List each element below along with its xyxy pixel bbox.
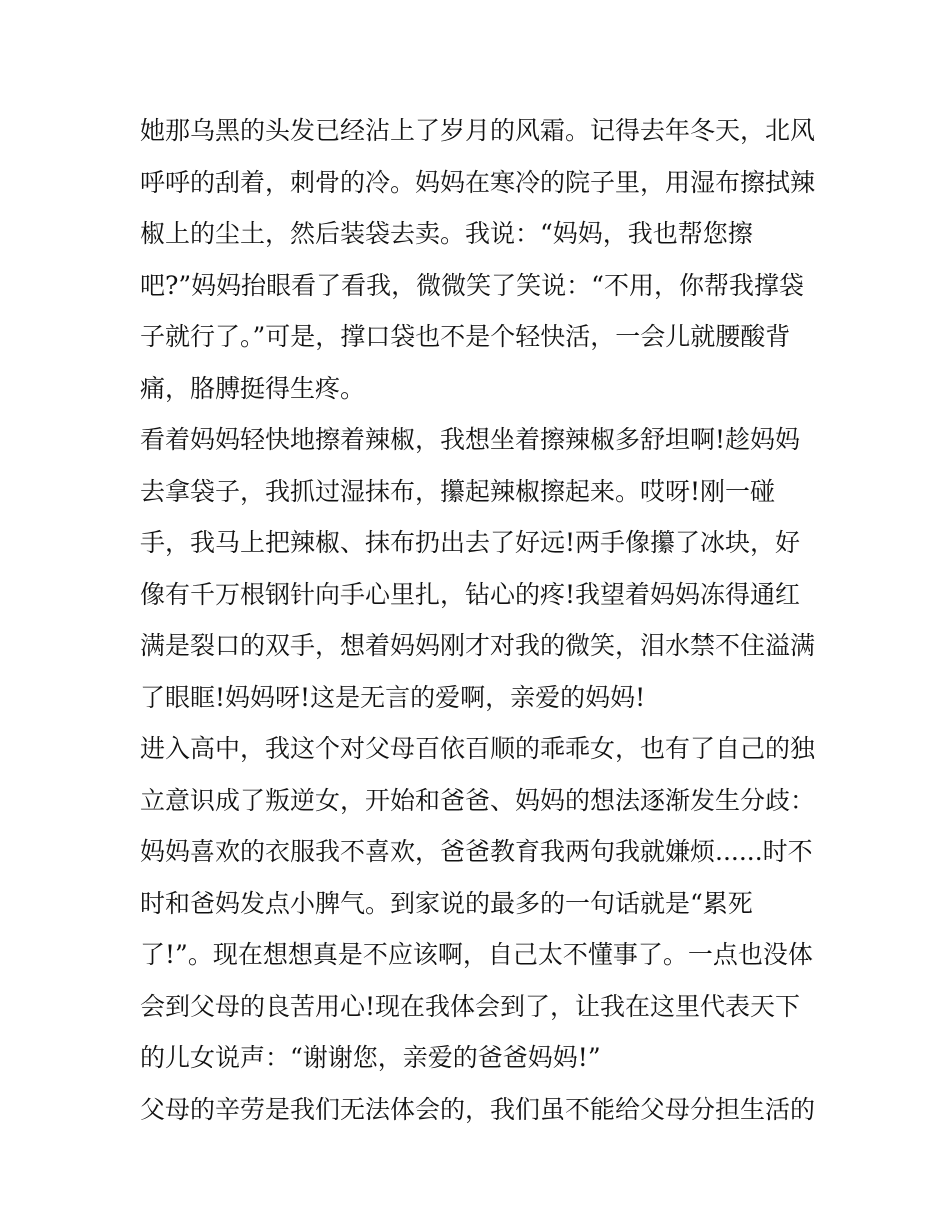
text-line: 了!”。现在想想真是不应该啊，自己太不懂事了。一点也没体: [140, 940, 813, 969]
text-line: 妈妈喜欢的衣服我不喜欢，爸爸教育我两句我就嫌烦......时不: [140, 837, 813, 866]
text-line: 子就行了。”可是，撑口袋也不是个轻快活，一会儿就腰酸背: [140, 322, 791, 351]
text-line: 椒上的尘土，然后装袋去卖。我说：“妈妈，我也帮您擦: [140, 219, 753, 248]
text-line: 痛，胳膊挺得生疼。: [140, 373, 366, 403]
text-line: 进入高中，我这个对父母百依百顺的乖乖女，也有了自己的独: [140, 734, 816, 763]
text-line: 去拿袋子，我抓过湿抹布，攥起辣椒擦起来。哎呀!刚一碰: [140, 476, 776, 506]
text-line: 看着妈妈轻快地擦着辣椒，我想坐着擦辣椒多舒坦啊!趁妈妈: [140, 425, 801, 454]
text-line: 像有千万根钢针向手心里扎，钻心的疼!我望着妈妈冻得通红: [140, 579, 801, 609]
text-line: 的儿女说声：“谢谢您，亲爱的爸爸妈妈!”: [140, 1043, 601, 1072]
text-line: 吧?”妈妈抬眼看了看我，微微笑了笑说：“不用，你帮我撑袋: [140, 270, 804, 300]
text-line: 时和爸妈发点小脾气。到家说的最多的一句话就是“累死: [140, 888, 753, 918]
text-line: 手，我马上把辣椒、抹布扔出去了好远!两手像攥了冰块，好: [140, 528, 801, 557]
text-line: 立意识成了叛逆女，开始和爸爸、妈妈的想法逐渐发生分歧：: [140, 785, 816, 815]
text-line: 呼呼的刮着，刺骨的冷。妈妈在寒冷的院子里，用湿布擦拭辣: [140, 167, 816, 197]
text-line: 她那乌黑的头发已经沾上了岁月的风霜。记得去年冬天，北风: [140, 116, 816, 145]
body-text: [140, 105, 830, 1135]
text-line: 父母的辛劳是我们无法体会的，我们虽不能给父母分担生活的: [140, 1094, 816, 1124]
text-line: 满是裂口的双手，想着妈妈刚才对我的微笑，泪水禁不住溢满: [140, 631, 816, 660]
text-line: 了眼眶!妈妈呀!这是无言的爱啊，亲爱的妈妈!: [140, 682, 646, 712]
text-line: 会到父母的良苦用心!现在我体会到了，让我在这里代表天下: [140, 991, 801, 1021]
